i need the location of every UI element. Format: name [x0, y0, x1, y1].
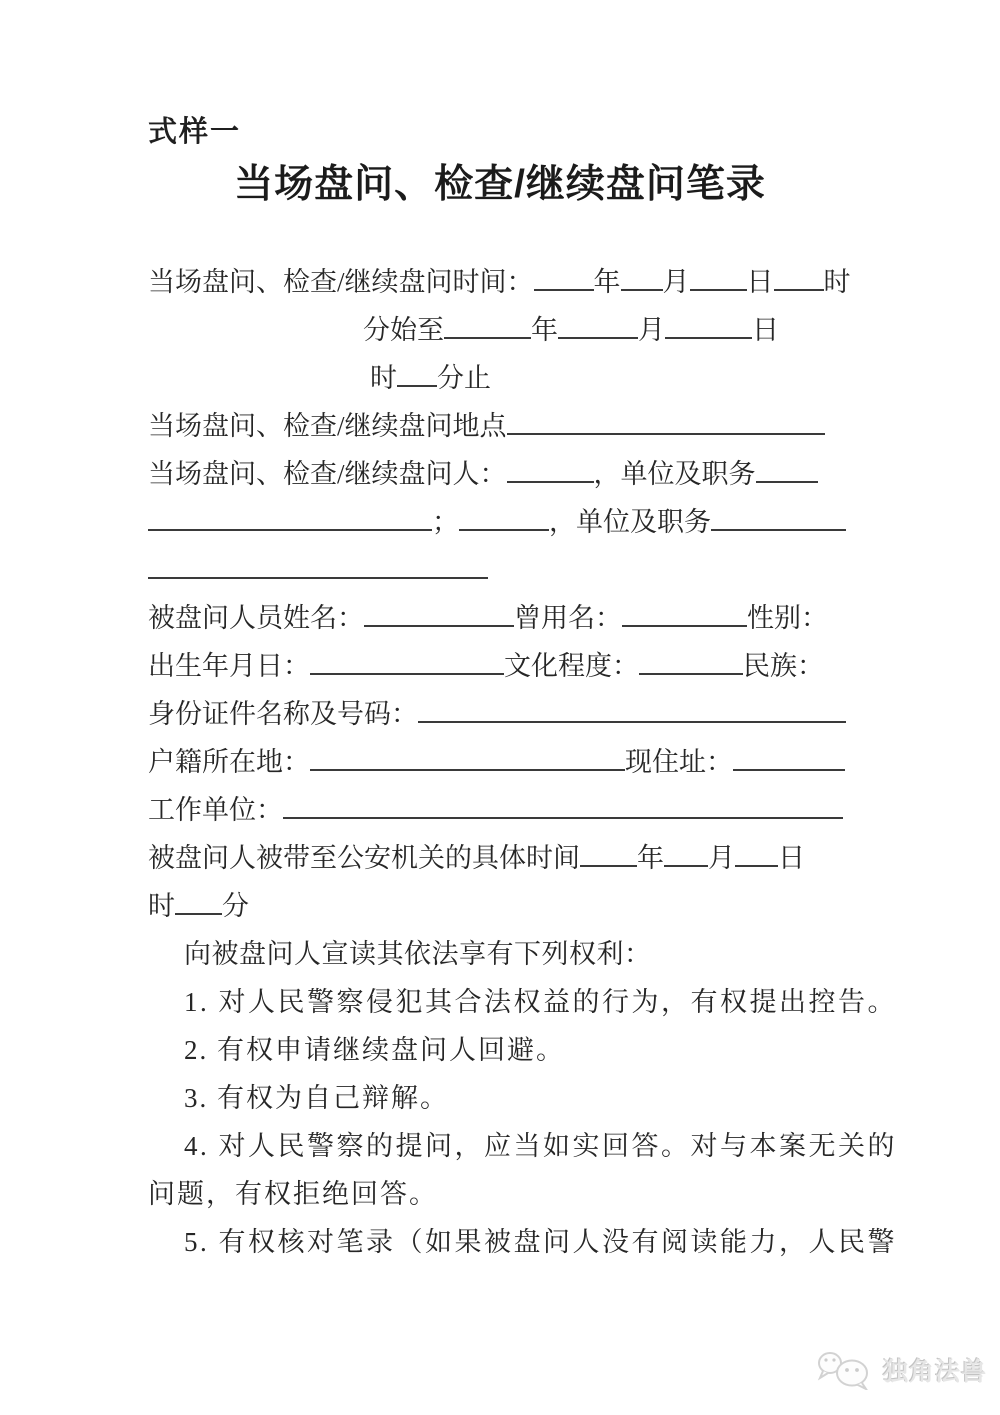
blank-field — [774, 279, 824, 291]
blank-field — [664, 855, 708, 867]
line-text: 日 — [752, 315, 779, 345]
blank-field — [459, 519, 549, 531]
form-sample-label: 式样一 — [148, 116, 242, 148]
blank-field — [507, 423, 825, 435]
line-text: 年 — [637, 843, 664, 873]
form-line — [148, 930, 852, 978]
form-line — [148, 690, 852, 738]
form-line — [148, 1074, 852, 1122]
line-text: 被盘问人被带至公安机关的具体时间 — [148, 843, 580, 873]
line-text: 户籍所在地： — [148, 747, 310, 777]
blank-field — [397, 375, 437, 387]
blank-field — [558, 327, 638, 339]
line-text: ； — [432, 507, 459, 537]
line-text: ，单位及职务 — [593, 459, 756, 489]
blank-field — [148, 567, 488, 579]
form-line — [148, 1170, 852, 1218]
wechat-icon — [816, 1350, 874, 1390]
line-text: 时 — [148, 891, 175, 921]
line-text: 1. 对人民警察侵犯其合法权益的行为，有权提出控告。 — [184, 987, 897, 1017]
line-text: 月 — [638, 315, 665, 345]
blank-field — [639, 663, 743, 675]
line-text: ，单位及职务 — [549, 507, 711, 537]
form-line — [148, 546, 852, 594]
blank-field — [175, 903, 222, 915]
form-line — [148, 1122, 897, 1170]
blank-field — [622, 615, 747, 627]
form-line — [148, 306, 852, 354]
blank-field — [310, 759, 625, 771]
line-text: 曾用名： — [514, 603, 622, 633]
blank-field — [735, 855, 778, 867]
form-line — [148, 738, 852, 786]
form-line — [148, 450, 852, 498]
form-line — [148, 258, 852, 306]
line-text: 2. 有权申请继续盘问人回避。 — [184, 1035, 565, 1065]
blank-field — [310, 663, 504, 675]
form-line — [148, 882, 852, 930]
watermark — [816, 1348, 987, 1392]
blank-field — [665, 327, 752, 339]
blank-field — [756, 471, 818, 483]
form-line — [148, 594, 852, 642]
blank-field — [733, 759, 845, 771]
line-text: 被盘问人员姓名： — [148, 603, 364, 633]
line-text: 向被盘问人宣读其依法享有下列权利： — [184, 939, 652, 969]
form-line — [148, 354, 852, 402]
form-line — [148, 978, 897, 1026]
line-text: 4. 对人民警察的提问，应当如实回答。对与本案无关的 — [184, 1131, 897, 1161]
line-text: 民族： — [743, 651, 824, 681]
line-text: 工作单位： — [148, 795, 283, 825]
line-text: 分始至 — [363, 315, 444, 345]
line-text: 身份证件名称及号码： — [148, 699, 418, 729]
blank-field — [507, 471, 594, 483]
line-text: 当场盘问、检查/继续盘问地点 — [148, 411, 507, 441]
form-line — [148, 1218, 897, 1266]
line-text: 5. 有权核对笔录（如果被盘问人没有阅读能力，人民警 — [184, 1227, 897, 1257]
line-text: 3. 有权为自己辩解。 — [184, 1083, 449, 1113]
line-text: 现住址： — [625, 747, 733, 777]
form-lines — [148, 258, 897, 1266]
blank-field — [364, 615, 514, 627]
blank-field — [534, 279, 594, 291]
line-text: 分 — [222, 891, 249, 921]
line-text: 月 — [708, 843, 735, 873]
line-text: 问题，有权拒绝回答。 — [148, 1179, 438, 1209]
blank-field — [418, 711, 846, 723]
blank-field — [580, 855, 637, 867]
line-text: 性别： — [747, 603, 828, 633]
form-line — [148, 834, 852, 882]
line-text: 日 — [778, 843, 805, 873]
blank-field — [283, 807, 843, 819]
form-line — [148, 786, 852, 834]
line-text: 文化程度： — [504, 651, 639, 681]
line-text: 时 — [823, 267, 851, 297]
line-text: 当场盘问、检查/继续盘问时间： — [148, 267, 534, 297]
line-text: 分止 — [437, 363, 491, 393]
blank-field — [690, 279, 747, 291]
line-text: 时 — [370, 363, 397, 393]
watermark-text: 独角法兽 — [883, 1358, 988, 1386]
line-text: 月 — [662, 267, 690, 297]
form-line — [148, 642, 852, 690]
blank-field — [148, 519, 432, 531]
line-text: 当场盘问、检查/继续盘问人： — [148, 459, 507, 489]
document-title: 当场盘问、检查/继续盘问笔录 — [234, 163, 766, 206]
line-text: 年 — [593, 267, 621, 297]
blank-field — [444, 327, 531, 339]
line-text: 日 — [746, 267, 774, 297]
form-line — [148, 498, 852, 546]
blank-field — [711, 519, 846, 531]
form-line — [148, 402, 852, 450]
blank-field — [621, 279, 663, 291]
form-line — [148, 1026, 852, 1074]
line-text: 出生年月日： — [148, 651, 310, 681]
line-text: 年 — [531, 315, 558, 345]
